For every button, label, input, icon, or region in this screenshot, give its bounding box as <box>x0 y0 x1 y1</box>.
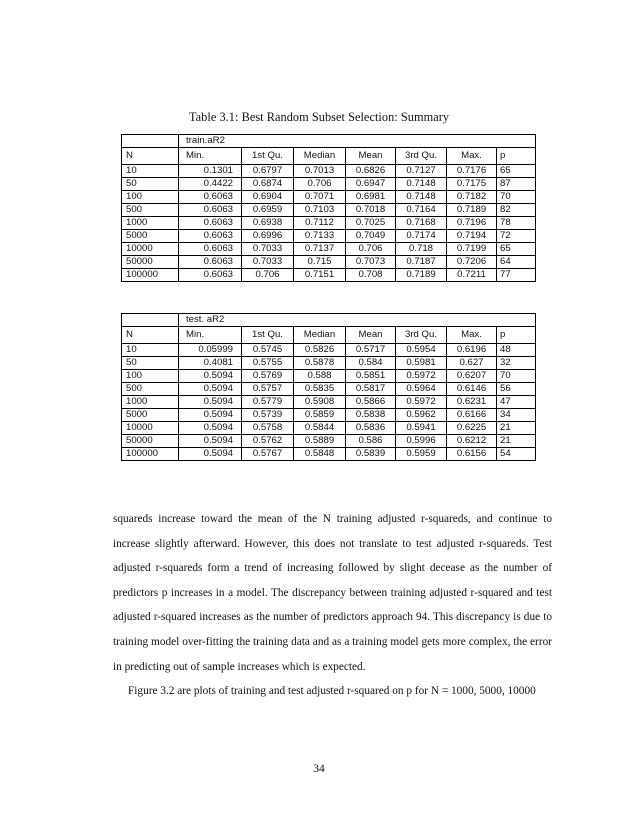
cell-max: 0.7182 <box>447 191 497 204</box>
cell-p: 32 <box>497 357 536 370</box>
cell-median: 0.5878 <box>294 357 346 370</box>
test-summary-table <box>121 313 536 461</box>
cell-n: 50 <box>122 178 179 191</box>
table-row <box>122 435 536 448</box>
cell-max: 0.7189 <box>447 204 497 217</box>
cell-p: 77 <box>497 269 536 282</box>
cell-median: 0.7137 <box>294 243 346 256</box>
cell-median: 0.7103 <box>294 204 346 217</box>
cell-first-qu: 0.6996 <box>242 230 294 243</box>
cell-p: 54 <box>497 448 536 461</box>
cell-third-qu: 0.7148 <box>396 191 447 204</box>
table-row <box>122 357 536 370</box>
cell-max: 0.6196 <box>447 344 497 357</box>
cell-max: 0.7176 <box>447 165 497 178</box>
cell-n: 50000 <box>122 435 179 448</box>
cell-mean: 0.6826 <box>346 165 396 178</box>
cell-p: 82 <box>497 204 536 217</box>
column-header-min: Min. <box>179 327 242 344</box>
cell-n: 10 <box>122 344 179 357</box>
cell-median: 0.7151 <box>294 269 346 282</box>
body-text <box>113 507 552 704</box>
cell-third-qu: 0.5981 <box>396 357 447 370</box>
cell-first-qu: 0.5762 <box>242 435 294 448</box>
cell-first-qu: 0.7033 <box>242 243 294 256</box>
cell-mean: 0.5817 <box>346 383 396 396</box>
table-title: test. aR2 <box>179 314 536 327</box>
cell-first-qu: 0.5739 <box>242 409 294 422</box>
cell-mean: 0.5838 <box>346 409 396 422</box>
cell-first-qu: 0.6959 <box>242 204 294 217</box>
paragraph: Figure 3.2 are plots of training and test adjusted r-squared on p for N = 1000, 5000, 10000 <box>128 685 536 698</box>
cell-median: 0.5835 <box>294 383 346 396</box>
cell-median: 0.5826 <box>294 344 346 357</box>
cell-first-qu: 0.5745 <box>242 344 294 357</box>
cell-max: 0.627 <box>447 357 497 370</box>
column-header-third-qu: 3rd Qu. <box>396 148 447 165</box>
cell-mean: 0.708 <box>346 269 396 282</box>
cell-min: 0.6063 <box>179 269 242 282</box>
cell-p: 72 <box>497 230 536 243</box>
table-caption: Table 3.1: Best Random Subset Selection: Summary <box>188 110 450 124</box>
table-header-row <box>122 148 536 165</box>
table-row <box>122 165 536 178</box>
table-row <box>122 383 536 396</box>
cell-third-qu: 0.7174 <box>396 230 447 243</box>
cell-median: 0.715 <box>294 256 346 269</box>
cell-mean: 0.5866 <box>346 396 396 409</box>
cell-median: 0.7112 <box>294 217 346 230</box>
cell-p: 64 <box>497 256 536 269</box>
table-header-row <box>122 327 536 344</box>
cell-third-qu: 0.7127 <box>396 165 447 178</box>
table-row <box>122 230 536 243</box>
cell-first-qu: 0.6904 <box>242 191 294 204</box>
column-header-median: Median <box>294 327 346 344</box>
cell-p: 65 <box>497 165 536 178</box>
cell-min: 0.5094 <box>179 383 242 396</box>
cell-mean: 0.584 <box>346 357 396 370</box>
cell-mean: 0.7025 <box>346 217 396 230</box>
cell-third-qu: 0.5962 <box>396 409 447 422</box>
cell-min: 0.6063 <box>179 204 242 217</box>
column-header-median: Median <box>294 148 346 165</box>
table-row <box>122 204 536 217</box>
cell-n: 5000 <box>122 230 179 243</box>
table-row <box>122 269 536 282</box>
cell-p: 70 <box>497 370 536 383</box>
cell-first-qu: 0.5755 <box>242 357 294 370</box>
table-row <box>122 243 536 256</box>
cell-first-qu: 0.6938 <box>242 217 294 230</box>
cell-third-qu: 0.5941 <box>396 422 447 435</box>
cell-n: 50000 <box>122 256 179 269</box>
cell-median: 0.588 <box>294 370 346 383</box>
cell-third-qu: 0.5972 <box>396 370 447 383</box>
cell-mean: 0.7018 <box>346 204 396 217</box>
cell-median: 0.7071 <box>294 191 346 204</box>
cell-third-qu: 0.5954 <box>396 344 447 357</box>
table-row <box>122 448 536 461</box>
cell-mean: 0.5839 <box>346 448 396 461</box>
cell-min: 0.1301 <box>179 165 242 178</box>
cell-p: 70 <box>497 191 536 204</box>
cell-min: 0.6063 <box>179 243 242 256</box>
column-header-max: Max. <box>447 327 497 344</box>
table-row <box>122 396 536 409</box>
cell-min: 0.5094 <box>179 396 242 409</box>
column-header-n: N <box>122 327 179 344</box>
cell-mean: 0.5851 <box>346 370 396 383</box>
cell-median: 0.5848 <box>294 448 346 461</box>
cell-third-qu: 0.7189 <box>396 269 447 282</box>
cell-n: 100 <box>122 191 179 204</box>
column-header-first-qu: 1st Qu. <box>242 148 294 165</box>
cell-n: 500 <box>122 204 179 217</box>
cell-min: 0.4422 <box>179 178 242 191</box>
cell-median: 0.5859 <box>294 409 346 422</box>
cell-mean: 0.586 <box>346 435 396 448</box>
cell-median: 0.7013 <box>294 165 346 178</box>
train-summary-table <box>121 134 536 282</box>
cell-p: 21 <box>497 435 536 448</box>
column-header-min: Min. <box>179 148 242 165</box>
cell-p: 78 <box>497 217 536 230</box>
cell-first-qu: 0.5767 <box>242 448 294 461</box>
cell-n: 5000 <box>122 409 179 422</box>
cell-median: 0.706 <box>294 178 346 191</box>
cell-max: 0.6207 <box>447 370 497 383</box>
cell-p: 48 <box>497 344 536 357</box>
column-header-mean: Mean <box>346 148 396 165</box>
table-row <box>122 191 536 204</box>
cell-max: 0.7194 <box>447 230 497 243</box>
cell-max: 0.6156 <box>447 448 497 461</box>
cell-p: 47 <box>497 396 536 409</box>
cell-first-qu: 0.5769 <box>242 370 294 383</box>
cell-first-qu: 0.5758 <box>242 422 294 435</box>
cell-n: 100000 <box>122 269 179 282</box>
table-title-row <box>122 314 536 327</box>
cell-max: 0.7211 <box>447 269 497 282</box>
cell-third-qu: 0.5972 <box>396 396 447 409</box>
cell-max: 0.6166 <box>447 409 497 422</box>
cell-min: 0.6063 <box>179 230 242 243</box>
cell-n: 10000 <box>122 422 179 435</box>
table-row <box>122 422 536 435</box>
column-header-max: Max. <box>447 148 497 165</box>
table-row <box>122 217 536 230</box>
cell-mean: 0.7073 <box>346 256 396 269</box>
cell-first-qu: 0.6874 <box>242 178 294 191</box>
cell-first-qu: 0.5757 <box>242 383 294 396</box>
cell-mean: 0.7049 <box>346 230 396 243</box>
cell-mean: 0.5836 <box>346 422 396 435</box>
cell-min: 0.5094 <box>179 370 242 383</box>
column-header-first-qu: 1st Qu. <box>242 327 294 344</box>
column-header-p: p <box>497 148 536 165</box>
table-row <box>122 256 536 269</box>
cell-median: 0.5889 <box>294 435 346 448</box>
column-header-p: p <box>497 327 536 344</box>
cell-max: 0.7199 <box>447 243 497 256</box>
cell-first-qu: 0.706 <box>242 269 294 282</box>
cell-median: 0.7133 <box>294 230 346 243</box>
paragraph: squareds increase toward the mean of the N training adjusted r-squareds, and continue to increase slightly afterward. However, this does not translate to test adjusted r-squareds. Test adjusted r-squareds form a trend of increasing followed by slight decease as the number of predictors p increases in a model. The discrepancy between training adjusted r-squared and test adjusted r-squared increases as the number of predictors approach 94. This discrepancy is due to training model over-fitting the training data and as a training model gets more complex, the error in predicting out of sample increases which is expected. <box>113 513 552 673</box>
cell-n: 1000 <box>122 217 179 230</box>
table-row <box>122 370 536 383</box>
table-row <box>122 409 536 422</box>
cell-median: 0.5908 <box>294 396 346 409</box>
table-title: train.aR2 <box>179 135 536 148</box>
cell-min: 0.6063 <box>179 191 242 204</box>
cell-median: 0.5844 <box>294 422 346 435</box>
cell-min: 0.05999 <box>179 344 242 357</box>
cell-mean: 0.706 <box>346 243 396 256</box>
cell-max: 0.6225 <box>447 422 497 435</box>
column-header-mean: Mean <box>346 327 396 344</box>
cell-third-qu: 0.718 <box>396 243 447 256</box>
cell-third-qu: 0.5959 <box>396 448 447 461</box>
cell-p: 56 <box>497 383 536 396</box>
cell-min: 0.6063 <box>179 256 242 269</box>
cell-max: 0.7175 <box>447 178 497 191</box>
cell-n: 50 <box>122 357 179 370</box>
cell-first-qu: 0.6797 <box>242 165 294 178</box>
cell-n: 1000 <box>122 396 179 409</box>
table-row <box>122 344 536 357</box>
cell-n: 500 <box>122 383 179 396</box>
table-title-row <box>122 135 536 148</box>
cell-min: 0.5094 <box>179 435 242 448</box>
cell-min: 0.5094 <box>179 422 242 435</box>
page-number: 34 <box>313 763 325 775</box>
cell-p: 34 <box>497 409 536 422</box>
cell-max: 0.6212 <box>447 435 497 448</box>
table-cell <box>122 314 179 327</box>
cell-n: 10 <box>122 165 179 178</box>
cell-third-qu: 0.7164 <box>396 204 447 217</box>
cell-third-qu: 0.7148 <box>396 178 447 191</box>
cell-max: 0.7206 <box>447 256 497 269</box>
cell-min: 0.4081 <box>179 357 242 370</box>
table-row <box>122 178 536 191</box>
cell-third-qu: 0.7187 <box>396 256 447 269</box>
table-cell <box>122 135 179 148</box>
cell-p: 21 <box>497 422 536 435</box>
cell-mean: 0.6947 <box>346 178 396 191</box>
cell-third-qu: 0.5996 <box>396 435 447 448</box>
cell-n: 100 <box>122 370 179 383</box>
cell-min: 0.5094 <box>179 409 242 422</box>
cell-max: 0.6231 <box>447 396 497 409</box>
cell-mean: 0.6981 <box>346 191 396 204</box>
cell-third-qu: 0.5964 <box>396 383 447 396</box>
cell-p: 65 <box>497 243 536 256</box>
cell-max: 0.7196 <box>447 217 497 230</box>
cell-min: 0.5094 <box>179 448 242 461</box>
cell-third-qu: 0.7168 <box>396 217 447 230</box>
cell-first-qu: 0.7033 <box>242 256 294 269</box>
column-header-n: N <box>122 148 179 165</box>
cell-n: 10000 <box>122 243 179 256</box>
cell-first-qu: 0.5779 <box>242 396 294 409</box>
cell-max: 0.6146 <box>447 383 497 396</box>
cell-mean: 0.5717 <box>346 344 396 357</box>
column-header-third-qu: 3rd Qu. <box>396 327 447 344</box>
cell-min: 0.6063 <box>179 217 242 230</box>
cell-n: 100000 <box>122 448 179 461</box>
cell-p: 87 <box>497 178 536 191</box>
